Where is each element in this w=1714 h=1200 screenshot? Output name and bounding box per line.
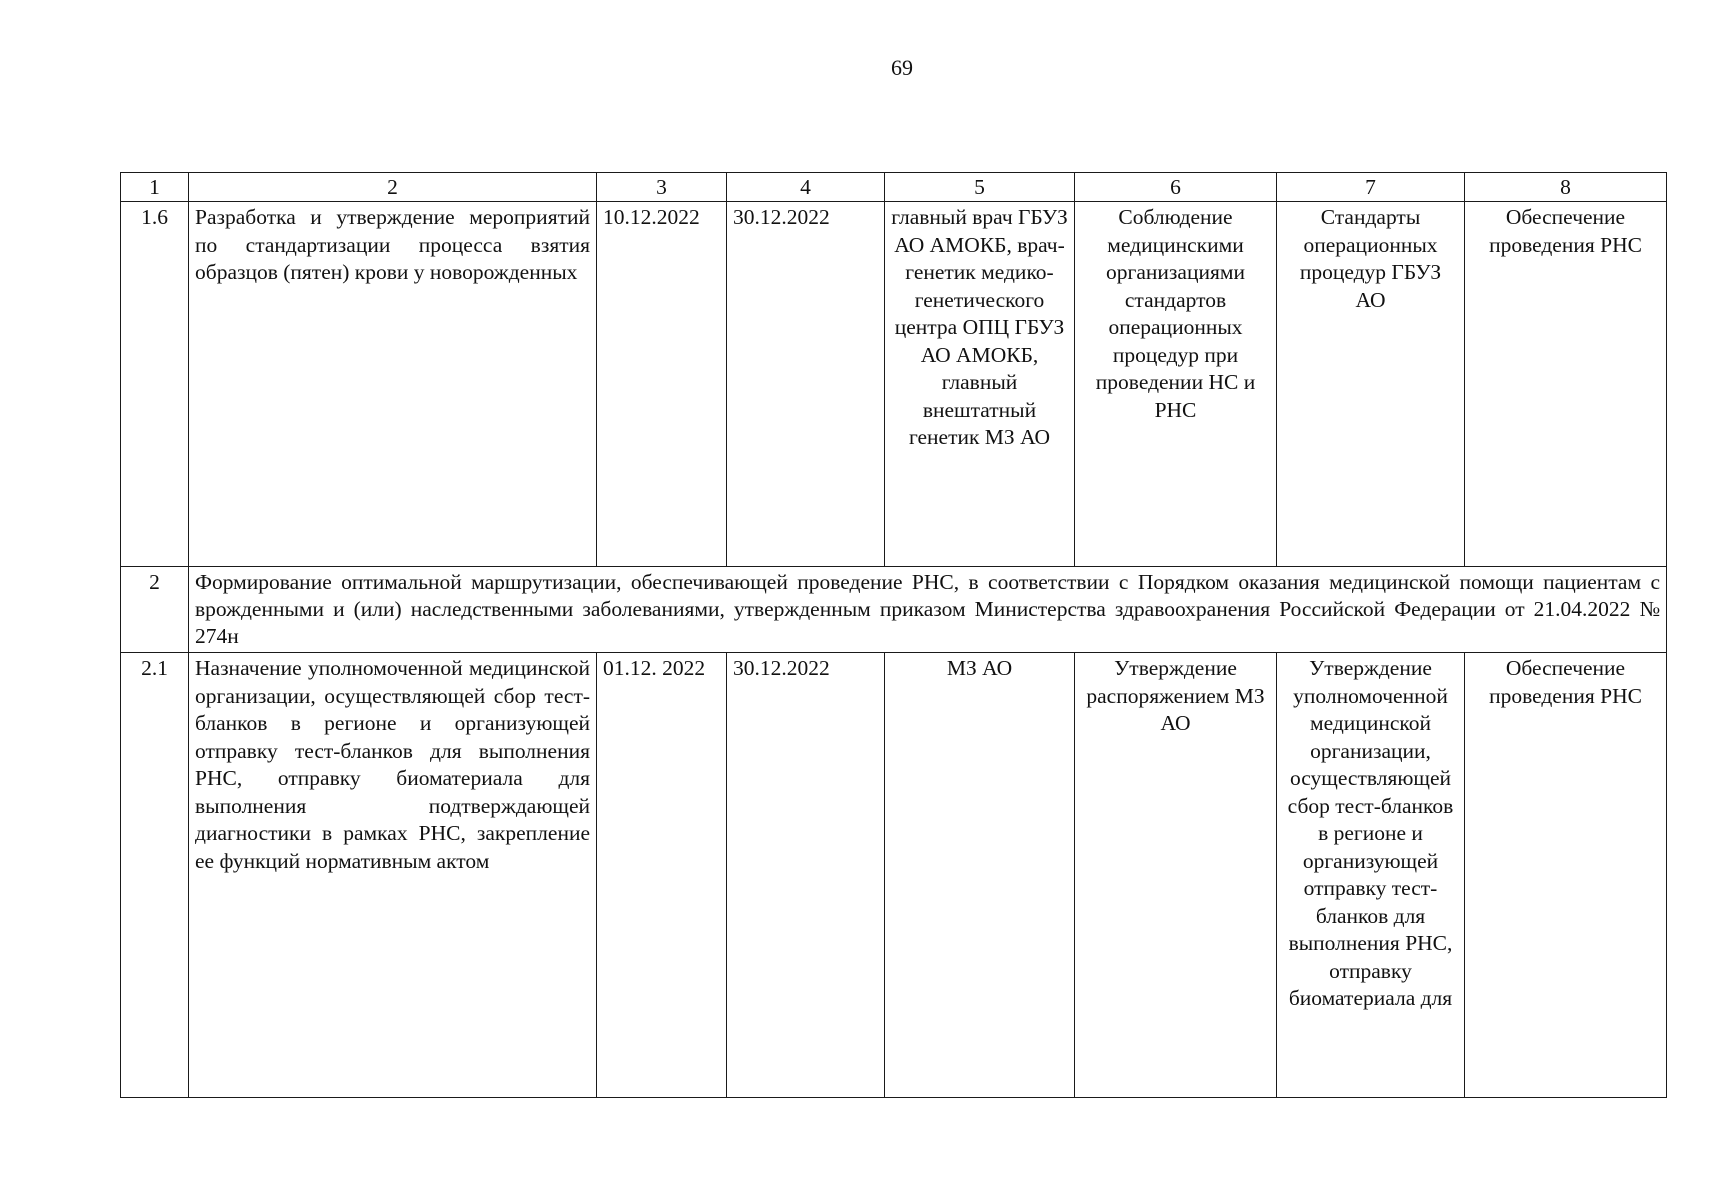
responsible-cell: главный врач ГБУЗ АО АМОКБ, врач-генетик медико-генетического центра ОПЦ ГБУЗ АО АМОКБ, главный внештатный генетик МЗ АО [885, 202, 1075, 567]
row-number: 1.6 [121, 202, 189, 567]
result-cell: Утверждение распоряжением МЗ АО [1075, 653, 1277, 1098]
section-title-cell: Формирование оптимальной маршрутизации, обеспечивающей проведение РНС, в соответствии с Порядком оказания медицинской помощи пациентам с врожденными и (или) наследственными заболеваниями, утвержденным приказом Министерства здравоохранения Российской Федерации от 21.04.2022 № 274н [189, 567, 1667, 653]
col-header-5: 5 [885, 173, 1075, 202]
row-number: 2.1 [121, 653, 189, 1098]
document-cell-text: Утверждение уполномоченной медицинской организации, осуществляющей сбор тест-бланков в регионе и организующей отправку тест-бланков для выполнения РНС, отправку биоматериала для [1287, 656, 1454, 1010]
document-cell: Стандарты операционных процедур ГБУЗ АО [1277, 202, 1465, 567]
goal-cell: Обеспечение проведения РНС [1465, 653, 1667, 1098]
col-header-8: 8 [1465, 173, 1667, 202]
table-row-2-1 [121, 653, 1667, 1098]
col-header-7: 7 [1277, 173, 1465, 202]
responsible-cell: МЗ АО [885, 653, 1075, 1098]
document-cell [1277, 653, 1465, 1098]
goal-cell: Обеспечение проведения РНС [1465, 202, 1667, 567]
col-header-1: 1 [121, 173, 189, 202]
table-row-1-6 [121, 202, 1667, 567]
start-date-cell: 01.12. 2022 [597, 653, 727, 1098]
start-date-cell: 10.12.2022 [597, 202, 727, 567]
plan-table [120, 172, 1667, 1098]
col-header-2: 2 [189, 173, 597, 202]
col-header-3: 3 [597, 173, 727, 202]
col-header-4: 4 [727, 173, 885, 202]
row-number: 2 [121, 567, 189, 653]
result-cell: Соблюдение медицинскими организациями стандартов операционных процедур при проведении НС и РНС [1075, 202, 1277, 567]
end-date-cell: 30.12.2022 [727, 202, 885, 567]
activity-cell: Назначение уполномоченной медицинской организации, осуществляющей сбор тест-бланков в регионе и организующей отправку тест-бланков для выполнения РНС, отправку биоматериала для выполнения подтверждающей диагностики в рамках РНС, закрепление ее функций нормативным актом [189, 653, 597, 1098]
header-row [121, 173, 1667, 202]
end-date-cell: 30.12.2022 [727, 653, 885, 1098]
col-header-6: 6 [1075, 173, 1277, 202]
activity-cell: Разработка и утверждение мероприятий по стандартизации процесса взятия образцов (пятен) крови у новорожденных [189, 202, 597, 567]
table-row-2-section [121, 567, 1667, 653]
page-number: 69 [891, 55, 913, 80]
